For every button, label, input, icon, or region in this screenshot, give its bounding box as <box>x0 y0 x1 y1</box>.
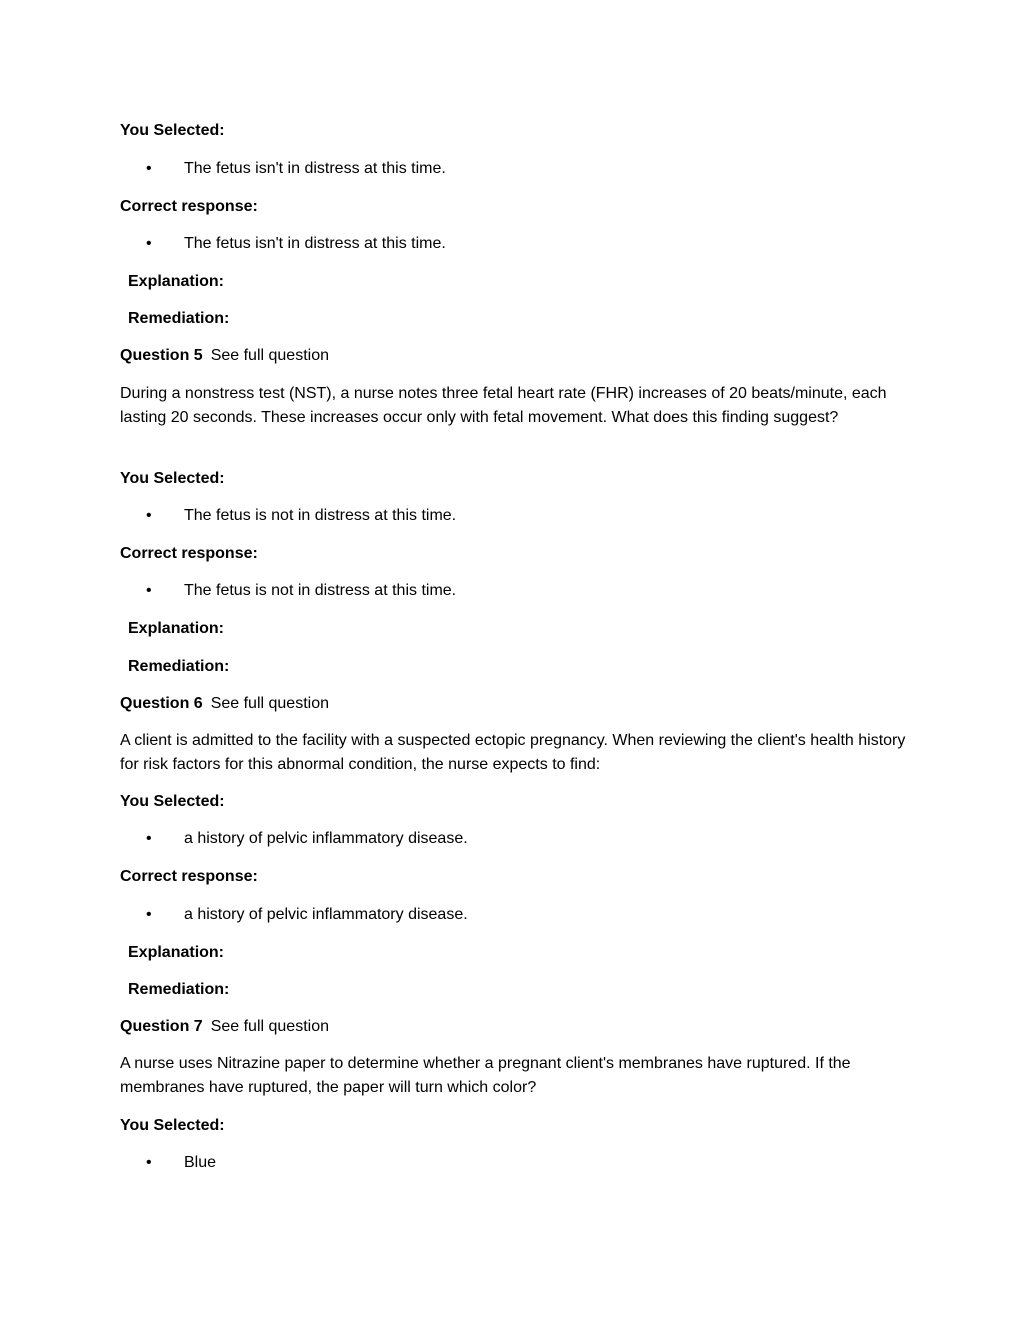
bullet-icon: • <box>146 1154 152 1171</box>
explanation-label: Explanation: <box>128 620 225 637</box>
list-item <box>146 579 456 603</box>
question-title: Question 5 <box>120 347 203 364</box>
selected-answer: a history of pelvic inflammatory disease. <box>184 830 468 847</box>
correct-answer: a history of pelvic inflammatory disease. <box>184 906 468 923</box>
correct-response-label: Correct response: <box>120 198 258 215</box>
bullet-icon: • <box>146 235 152 252</box>
selected-answer: The fetus isn't in distress at this time. <box>184 160 446 177</box>
remediation-label: Remediation: <box>128 310 230 327</box>
bullet-icon: • <box>146 507 152 524</box>
explanation-label: Explanation: <box>128 273 225 290</box>
selected-answer: Blue <box>184 1154 217 1171</box>
you-selected-label: You Selected: <box>120 1117 225 1134</box>
correct-answer: The fetus is not in distress at this time. <box>184 582 457 599</box>
question-text: A nurse uses Nitrazine paper to determine whether a pregnant client's membranes have ruptured. If the membranes have ruptured, the paper will turn which color? <box>120 1055 851 1096</box>
correct-response-label: Correct response: <box>120 868 258 885</box>
you-selected-label: You Selected: <box>120 793 225 810</box>
you-selected-label: You Selected: <box>120 122 225 139</box>
bullet-icon: • <box>146 830 152 847</box>
question-text: During a nonstress test (NST), a nurse notes three fetal heart rate (FHR) increases of 20 beats/minute, each lasting 20 seconds. These increases occur only with fetal movement. What does this finding suggest? <box>120 385 887 426</box>
list-item <box>146 504 456 528</box>
question-title: Question 6 <box>120 695 203 712</box>
list-item <box>146 157 446 181</box>
correct-response-label: Correct response: <box>120 545 258 562</box>
bullet-icon: • <box>146 906 152 923</box>
see-full-question-link[interactable]: See full question <box>210 695 329 712</box>
list-item <box>146 232 446 256</box>
list-item <box>146 903 468 927</box>
you-selected-label: You Selected: <box>120 470 225 487</box>
question-header <box>120 1015 910 1039</box>
correct-answer: The fetus isn't in distress at this time. <box>184 235 446 252</box>
list-item <box>146 827 468 851</box>
explanation-label: Explanation: <box>128 944 225 961</box>
question-header <box>120 692 910 716</box>
question-header <box>120 344 910 368</box>
list-item <box>146 1151 216 1175</box>
question-title: Question 7 <box>120 1018 203 1035</box>
bullet-icon: • <box>146 160 152 177</box>
bullet-icon: • <box>146 582 152 599</box>
remediation-label: Remediation: <box>128 981 230 998</box>
selected-answer: The fetus is not in distress at this time. <box>184 507 457 524</box>
question-text: A client is admitted to the facility with a suspected ectopic pregnancy. When reviewing the client's health history for risk factors for this abnormal condition, the nurse expects to find: <box>120 732 906 773</box>
see-full-question-link[interactable]: See full question <box>210 347 329 364</box>
see-full-question-link[interactable]: See full question <box>210 1018 329 1035</box>
remediation-label: Remediation: <box>128 658 230 675</box>
